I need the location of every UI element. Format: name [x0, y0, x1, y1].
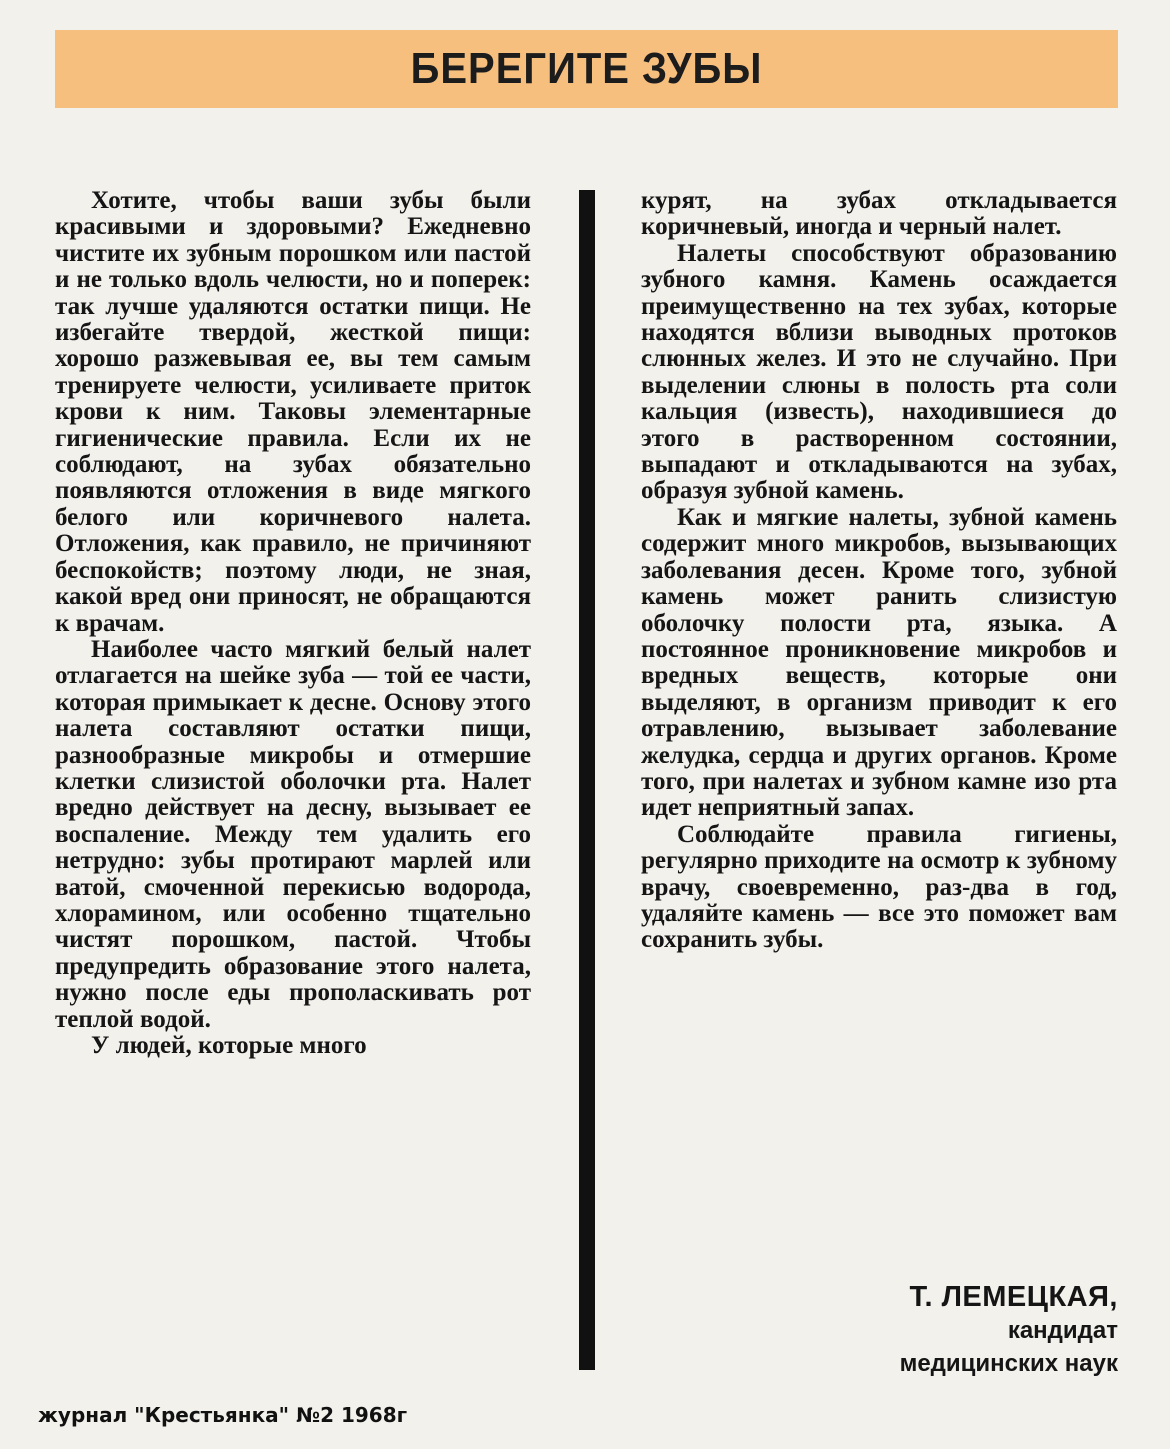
paragraph: Наиболее часто мягкий белый налет отлагается на шейке зуба — той ее части, которая примыкает к десне. Основу этого налета составляют остатки пищи, разнообразные микробы и отмершие клетки слизистой оболочки рта. Налет вредно действует на десну, вызывает ее воспаление. Между тем удалить его нетрудно: зубы протирают марлей или ватой, смоченной перекисью водорода, хлорамином, или особенно тщательно чистят порошком, пастой. Чтобы предупредить образование этого налета, нужно после еды прополаскивать рот теплой водой. [55, 635, 531, 1033]
article-column-left [55, 188, 531, 1059]
source-caption: журнал "Крестьянка" №2 1968г [38, 1403, 408, 1427]
paragraph: Как и мягкие налеты, зубной камень содержит много микробов, вызывающих заболевания десен. Кроме того, зубной камень может ранить слизистую оболочку полости рта, языка. А постоянное проникновение микробов и вредных веществ, которые они выделяют, в организм приводит к его отравлению, вызывает заболевание желудка, сердца и других органов. Кроме того, при налетах и зубном камне изо рта идет неприятный запах. [641, 503, 1117, 822]
author-name: Т. ЛЕМЕЦКАЯ, [909, 1281, 1118, 1313]
paragraph: Соблюдайте правила гигиены, регулярно приходите на осмотр к зубному врачу, своевременно, раз-два в год, удаляйте камень — все это поможет вам сохранить зубы. [641, 820, 1117, 954]
paragraph: курят, на зубах откладывается коричневый, иногда и черный налет. [641, 187, 1117, 241]
article-title: БЕРЕГИТЕ ЗУБЫ [410, 44, 763, 93]
author-field: медицинских наук [899, 1350, 1118, 1377]
title-banner [55, 30, 1118, 108]
column-divider [579, 190, 595, 1370]
article-column-right [641, 188, 1117, 954]
author-signature [900, 1280, 1118, 1380]
paragraph: Налеты способствуют образованию зубного камня. Камень осаждается преимущественно на тех зубах, которые находятся вблизи выводных протоков слюнных желез. И это не случайно. При выделении слюны в полость рта соли кальция (известь), находившиеся до этого в растворенном состоянии, выпадают и откладываются на зубах, образуя зубной камень. [641, 239, 1117, 505]
paragraph: У людей, которые много [91, 1032, 367, 1059]
paragraph: Хотите, чтобы ваши зубы были красивыми и здоровыми? Ежедневно чистите их зубным порошком или пастой и не только вдоль челюсти, но и поперек: так лучше удаляются остатки пищи. Не избегайте твердой, жесткой пищи: хорошо разжевывая ее, вы тем самым тренируете челюсти, усиливаете приток крови к ним. Таковы элементарные гигиенические правила. Если их не соблюдают, на зубах обязательно появляются отложения в виде мягкого белого или коричневого налета. Отложения, как правило, не причиняют беспокойств; поэтому люди, не зная, какой вред они приносят, не обращаются к врачам. [55, 187, 531, 637]
author-degree: кандидат [1007, 1317, 1118, 1344]
